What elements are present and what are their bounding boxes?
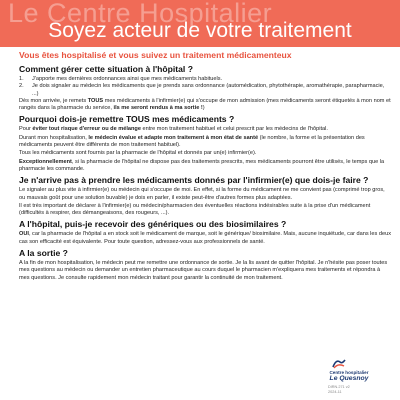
hospital-logo <box>314 358 384 386</box>
reference-date: 2024-11 <box>328 389 342 394</box>
list-item <box>19 76 391 83</box>
paragraph <box>19 98 391 113</box>
section-heading-gestion: Comment gérer cette situation à l'hôpital ? <box>19 64 193 74</box>
text-run: , si la pharmacie de l'hôpital ne dispose pas des traitements prescrits, mes médicaments pourront être utilisés, le temps que la pharmacie les commande. <box>19 158 385 172</box>
text-run: Pour <box>19 126 33 133</box>
logo-mark-icon <box>332 358 346 369</box>
section-heading-generiques: A l'hôpital, puis-je recevoir des génériques ou des biosimilaires ? <box>19 219 287 230</box>
text-run: mes médicaments à l'infirmier(e) qui s'occupe de mon admission (mes médicaments seront étiquetés à mon nom et rangés dans la pharmacie du service, <box>19 97 391 112</box>
document-reference <box>328 385 350 394</box>
logo-line2: Le Quesnoy <box>329 375 369 382</box>
paragraph <box>19 135 391 150</box>
page-title: Soyez acteur de votre traitement <box>48 19 352 42</box>
list-text: J'apporte mes dernières ordonnances ainsi que mes médicaments habituels. <box>32 76 223 82</box>
text-run-bold: OUI <box>19 231 29 238</box>
text-run-bold: TOUS <box>87 97 104 104</box>
paragraph <box>19 159 391 174</box>
list-number: 1. <box>19 76 24 82</box>
section-heading-difficulte: Je n'arrive pas à prendre les médicaments donnés par l'infirmier(e) que dois-je faire ? <box>19 175 369 186</box>
reference-code: DIRN.271 v2 <box>328 385 350 389</box>
text-run: (le nombre, la forme et la présentation des médicaments peuvent être différents de mon traitement habituel). <box>19 134 365 149</box>
text-run: entre mon traitement habituel et celui prescrit par les médecins de l'hôpital. <box>140 126 328 133</box>
paragraph <box>19 126 391 133</box>
paragraph: A la fin de mon hospitalisation, le médecin peut me remettre une ordonnance de sortie. Je la lis avant de quitter l'hôpital. Je n'hésite pas poser toutes mes questions au médecin ou demander un entretien pharmaceutique au cours duquel le pharmacien m'expliquera mes traitements et répondra à mes questions. Je consulte rapidement mon médecin traitant pour garantir la continuité de mon traitement. <box>19 260 388 281</box>
text-run: ) <box>202 105 205 112</box>
paragraph <box>19 231 391 246</box>
list-text: Je dois signaler au médecin les médicaments que je prends sans ordonnance (automédication, phytothérapie, aromathérapie, parapharmacie, ...) <box>32 83 385 97</box>
list-item <box>19 83 391 98</box>
paragraph: Le signaler au plus vite à infirmier(e) ou médecin qui s'occupe de moi. En effet, si la forme du médicament ne me convient pas (comprimé trop gros, ou mauvais goût pour une solution buvable) je dois en parler, il existe peut-être d'autres formes plus adaptées. <box>19 187 385 201</box>
paragraph: Il est très important de déclarer à l'infirmier(e) ou médecin/pharmacien des éventuelles réactions indésirables suite à la prise d'un médicament (difficultés à respirer, des démangeaisons, des rougeurs, ...). <box>19 202 371 217</box>
section-heading-sortie: A la sortie ? <box>19 248 68 259</box>
text-run-bold: éviter tout risque d'erreur ou de mélange <box>32 126 141 133</box>
document-subtitle: Vous êtes hospitalisé et vous suivez un traitement médicamenteux <box>19 50 292 60</box>
text-run-bold: Exceptionnellement <box>19 158 72 165</box>
text-run: Durant mon hospitalisation, <box>19 134 89 141</box>
header-banner <box>0 0 400 47</box>
text-run: , car la pharmacie de l'hôpital a en stock soit le médicament de marque, soit le générique/ biosimilaire. Mais, aucune inquiétude, car dans les deux cas son efficacité est équivalente. Pour toute question, adressez-vous aux professionnels de santé. <box>19 231 392 245</box>
text-run-bold: ils me seront rendus à ma sortie ! <box>113 105 203 112</box>
list-number: 2. <box>19 83 24 90</box>
text-run: Dès mon arrivée, je remets <box>19 97 88 104</box>
header-watermark: Le Centre Hospitalier <box>8 0 273 28</box>
document-body <box>19 50 391 283</box>
paragraph: Tous les médicaments sont fournis par la pharmacie de l'hôpital et donnés par un(e) infirmier(e). <box>19 150 257 157</box>
section-heading-pourquoi: Pourquoi dois-je remettre TOUS mes médicaments ? <box>19 114 235 125</box>
logo-line1: Centre hospitalier <box>329 370 369 375</box>
text-run-bold: le médecin évalue et adapte mon traitement à mon état de santé <box>88 134 259 141</box>
